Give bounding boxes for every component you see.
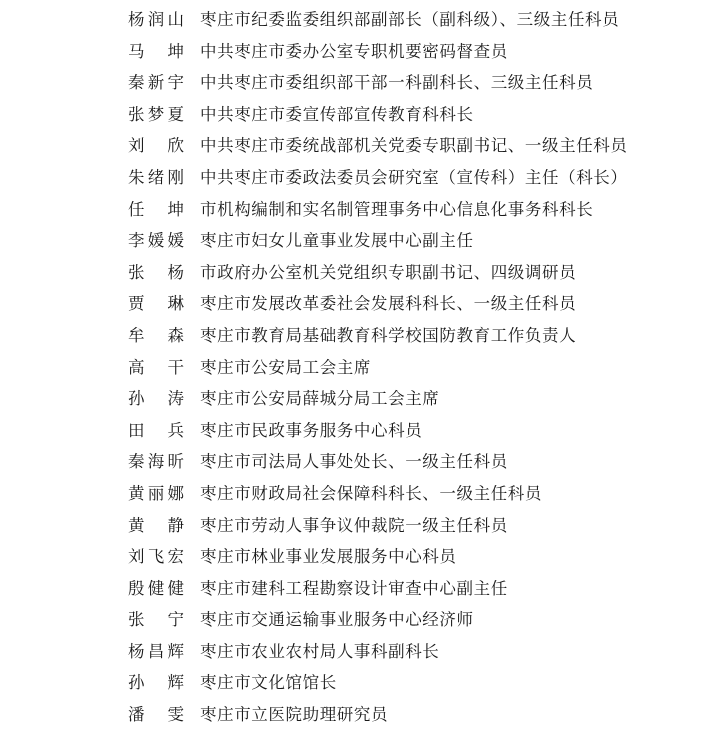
person-title: 中共枣庄市委统战部机关党委专职副书记、一级主任科员 [200,136,628,156]
list-item [128,383,628,415]
person-title: 中共枣庄市委组织部干部一科副科长、三级主任科员 [200,73,594,93]
person-name: 张 杨 [128,262,184,282]
person-title: 市政府办公室机关党组织专职副书记、四级调研员 [200,262,577,282]
person-title: 枣庄市纪委监委组织部副部长（副科级）、三级主任科员 [200,10,620,29]
list-item [128,225,628,257]
list-item [128,194,628,226]
person-name: 殷健健 [128,578,184,598]
list-item [128,257,628,289]
person-title: 枣庄市劳动人事争议仲裁院一级主任科员 [200,515,508,535]
list-item [128,573,628,605]
list-item [128,699,628,731]
list-item [128,510,628,542]
person-title: 枣庄市立医院助理研究员 [200,705,389,725]
person-name: 秦海昕 [128,452,184,472]
person-title: 枣庄市财政局社会保障科科长、一级主任科员 [200,483,542,503]
person-name: 潘 雯 [128,705,184,725]
person-name: 马 坤 [128,41,184,61]
list-item [128,541,628,573]
list-item [128,320,628,352]
person-name: 孙 涛 [128,389,184,409]
person-title: 中共枣庄市委办公室专职机要密码督查员 [200,41,508,61]
person-name: 高 干 [128,357,184,377]
person-name: 黄 静 [128,515,184,535]
person-title: 枣庄市公安局工会主席 [200,357,371,377]
list-item [128,288,628,320]
list-item [128,4,628,36]
person-name: 李媛媛 [128,231,184,251]
person-title: 市机构编制和实名制管理事务中心信息化事务科科长 [200,199,594,219]
person-title: 枣庄市林业事业发展服务中心科员 [200,547,457,567]
person-title: 枣庄市农业农村局人事科副科长 [200,641,440,661]
person-title: 枣庄市民政事务服务中心科员 [200,420,423,440]
person-title: 枣庄市司法局人事处处长、一级主任科员 [200,452,508,472]
person-title: 枣庄市妇女儿童事业发展中心副主任 [200,231,474,251]
person-name: 田 兵 [128,420,184,440]
list-item [128,446,628,478]
list-item [128,636,628,668]
person-name: 孙 辉 [128,673,184,693]
person-title: 中共枣庄市委政法委员会研究室（宣传科）主任（科长） [200,167,628,187]
person-name: 牟 森 [128,325,184,345]
person-name: 刘飞宏 [128,547,184,567]
person-name: 贾 琳 [128,294,184,314]
list-item [128,36,628,68]
person-title: 枣庄市公安局薛城分局工会主席 [200,389,440,409]
person-name: 张梦夏 [128,104,184,124]
person-name: 朱绪刚 [128,167,184,187]
person-name: 任 坤 [128,199,184,219]
person-name: 刘 欣 [128,136,184,156]
list-item [128,667,628,699]
list-item [128,130,628,162]
person-name: 秦新宇 [128,73,184,93]
person-title: 枣庄市教育局基础教育科学校国防教育工作负责人 [200,325,577,345]
person-name: 杨润山 [128,10,184,29]
list-item [128,99,628,131]
person-title: 枣庄市建科工程勘察设计审查中心副主任 [200,578,508,598]
person-name: 杨昌辉 [128,641,184,661]
person-title: 枣庄市发展改革委社会发展科科长、一级主任科员 [200,294,577,314]
person-name: 黄丽娜 [128,483,184,503]
list-item [128,604,628,636]
person-title: 中共枣庄市委宣传部宣传教育科科长 [200,104,474,124]
list-item [128,352,628,384]
list-item [128,478,628,510]
person-title: 枣庄市交通运输事业服务中心经济师 [200,610,474,630]
list-item [128,162,628,194]
person-title: 枣庄市文化馆馆长 [200,673,337,693]
person-name: 张 宁 [128,610,184,630]
list-item [128,415,628,447]
list-item [128,67,628,99]
personnel-list [128,4,628,731]
